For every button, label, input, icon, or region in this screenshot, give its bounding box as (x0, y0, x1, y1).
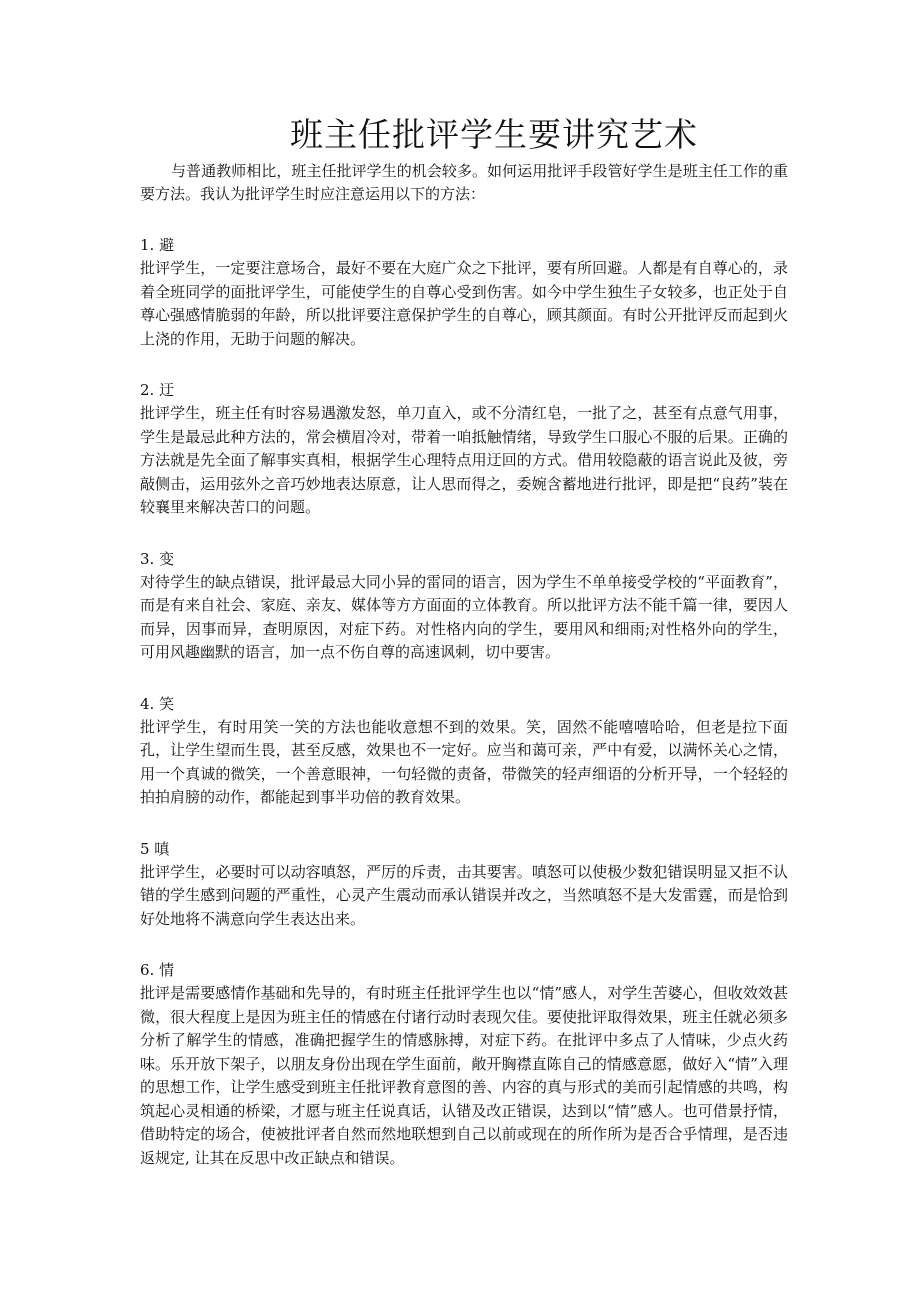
section-heading: 3. 变 (140, 549, 175, 568)
section-avoid (140, 234, 788, 351)
section-heading: 6. 情 (140, 961, 175, 979)
section-heading: 4. 笑 (140, 694, 175, 713)
section-emotion (140, 959, 788, 1170)
section-body: 批评学生，有时用笑一笑的方法也能收意想不到的效果。笑，固然不能嘻嘻哈哈，但老是拉下面孔，让学生望而生畏，甚至反感，效果也不一定好。应当和蔼可亲，严中有爱，以满怀关心之情，用一个真诚的微笑，一个善意眼神，一句轻微的责备，带微笑的轻声细语的分析开导，一个轻轻的拍拍肩膀的动作，都能起到事半功倍的教育效果。 (140, 717, 788, 806)
section-body: 批评是需要感情作基础和先导的，有时班主任批评学生也以“情”感人，对学生苦婆心，但收效效甚微，很大程度上是因为班主任的情感在付诸行动时表现欠佳。要使批评取得效果，班主任就必须多分析了解学生的情感，准确把握学生的情感脉搏，对症下药。在批评中多点了人情味，少点火药味。乐开放下架子，以朋友身份出现在学生面前，敞开胸襟直陈自己的情感意愿，做好入“情”入理的思想工作，让学生感受到班主任批评教育意图的善、内容的真与形式的美而引起情感的共鸣，构筑起心灵相通的桥梁，才愿与班主任说真话，认错及改正错误，达到以“情”感人。也可借景抒情，借助特定的场合，使被批评者自然而然地联想到自己以前或现在的所作所为是否合乎情理，是否违返规定, 让其在反思中改正缺点和错误。 (140, 984, 788, 1167)
section-body: 对待学生的缺点错误，批评最忌大同小异的雷同的语言，因为学生不单单接受学校的“平面教育”，而是有来自社会、家庭、亲友、媒体等方方面面的立体教育。所以批评方法不能千篇一律，要因人而异，因事而异，查明原因，对症下药。对性格内向的学生，要用风和细雨;对性格外向的学生，可用风趣幽默的语言，加一点不伤自尊的高速讽刺，切中要害。 (140, 572, 788, 661)
document-page (140, 112, 788, 1170)
section-smile (140, 693, 788, 810)
section-vary (140, 548, 788, 665)
section-body: 批评学生，班主任有时容易遇激发怒，单刀直入，或不分清红皂，一批了之，甚至有点意气用事，学生是最忌此种方法的，常会横眉冷对，带着一咱抵触情绪，导致学生口服心不服的后果。正确的方法就是先全面了解事实真相，根据学生心理特点用迂回的方式。借用较隐蔽的语言说此及彼，旁敲侧击，运用弦外之音巧妙地表达原意，让人思而得之，委婉含蓄地进行批评，即是把“良药”装在较襄里来解决苦口的问题。 (140, 404, 788, 516)
intro-paragraph: 与普通教师相比，班主任批评学生的机会较多。如何运用批评手段管好学生是班主任工作的重要方法。我认为批评学生时应注意运用以下的方法： (140, 162, 788, 203)
section-heading: 5 嗔 (140, 839, 170, 858)
section-heading: 2. 迂 (140, 381, 175, 399)
section-body: 批评学生，一定要注意场合，最好不要在大庭广众之下批评，要有所回避。人都是有自尊心的，录着全班同学的面批评学生，可能使学生的自尊心受到伤害。如今中学生独生子女较多，也正处于自尊心强感情脆弱的年龄，所以批评要注意保护学生的自尊心，顾其颜面。有时公开批评反而起到火上浇的作用，无助于问题的解决。 (140, 259, 788, 348)
document-title: 班主任批评学生要讲究艺术 (290, 115, 698, 154)
section-anger (140, 838, 788, 932)
section-indirect (140, 379, 788, 520)
section-body: 批评学生，必要时可以动容嗔怒，严厉的斥责，击其要害。嗔怒可以使极少数犯错误明显又拒不认错的学生感到问题的严重性，心灵产生震动而承认错误并改之，当然嗔怒不是大发雷霆，而是恰到好处地将不满意向学生表达出来。 (140, 862, 788, 928)
section-heading: 1. 避 (140, 236, 175, 254)
